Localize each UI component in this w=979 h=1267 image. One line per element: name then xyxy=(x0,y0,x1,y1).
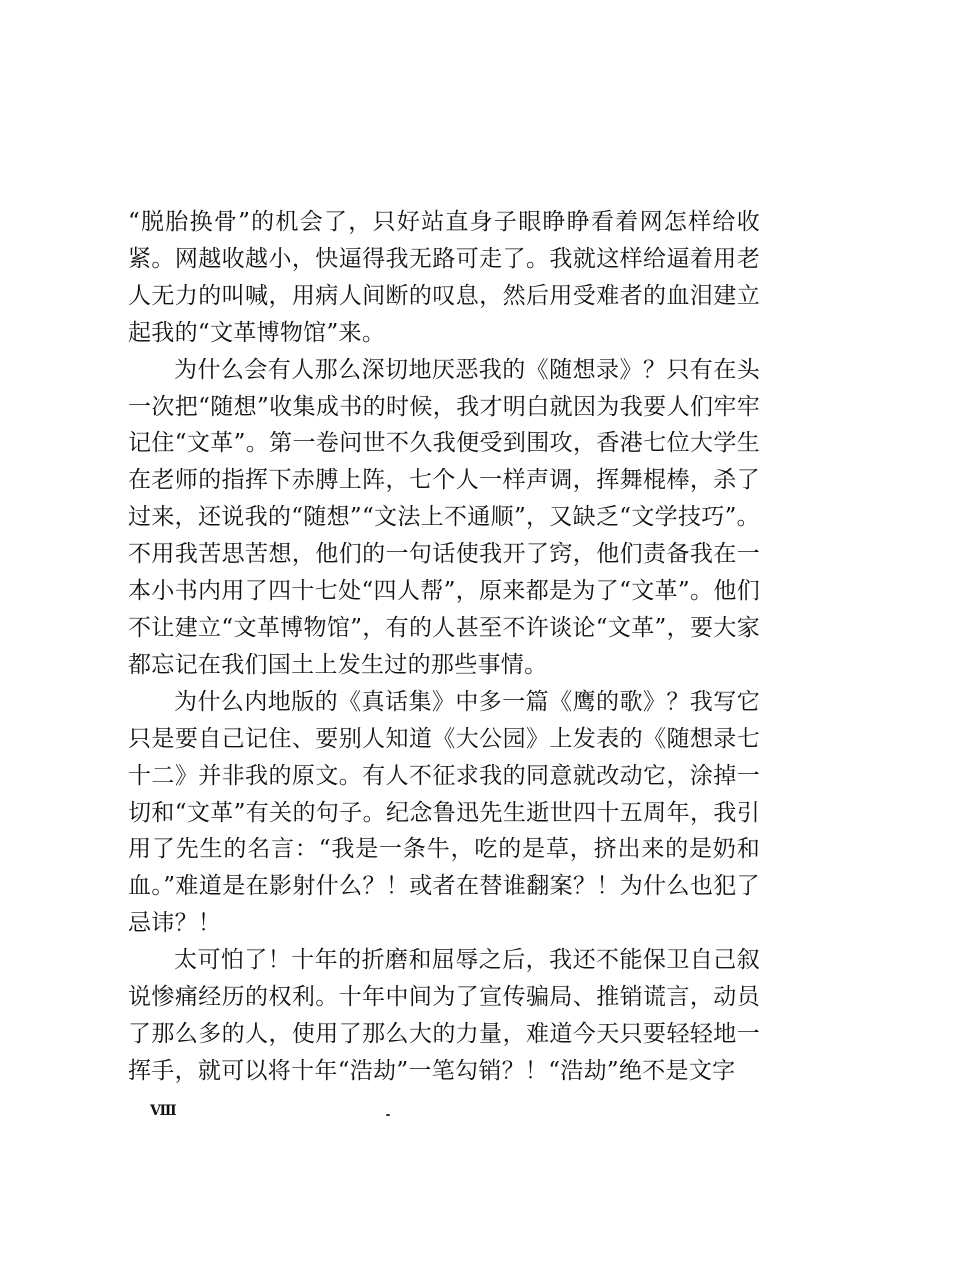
page-number: Ⅷ xyxy=(150,1103,177,1119)
paragraph-1: “脱胎换骨”的机会了，只好站直身子眼睁睁看着网怎样给收紧。网越收越小，快逼得我无路可走了。我就这样给逼着用老人无力的叫喊，用病人间断的叹息，然后用受难者的血泪建立起我的“文革博物馆”来。 xyxy=(128,209,760,346)
paragraph-3: 为什么内地版的《真话集》中多一篇《鹰的歌》？我写它只是要自己记住、要别人知道《大公园》上发表的《随想录七十二》并非我的原文。有人不征求我的同意就改动它，涂掉一切和“文革”有关的句子。纪念鲁迅先生逝世四十五周年，我引用了先生的名言：“我是一条牛，吃的是草，挤出来的是奶和血。”难道是在影射什么？！或者在替谁翻案？！为什么也犯了忌讳？！ xyxy=(128,688,760,937)
paragraph-2: 为什么会有人那么深切地厌恶我的《随想录》？只有在头一次把“随想”收集成书的时候，我才明白就因为我要人们牢牢记住“文革”。第一卷问世不久我便受到围攻，香港七位大学生在老师的指挥下赤膊上阵，七个人一样声调，挥舞棍棒，杀了过来，还说我的“随想”“文法上不通顺”，又缺乏“文学技巧”。不用我苦思苦想，他们的一句话使我开了窍，他们责备我在一本小书内用了四十七处“四人帮”，原来都是为了“文革”。他们不让建立“文革博物馆”，有的人甚至不许谈论“文革”，要大家都忘记在我们国土上发生过的那些事情。 xyxy=(128,356,760,678)
body-text xyxy=(128,204,760,1090)
paragraph-4: 太可怕了！十年的折磨和屈辱之后，我还不能保卫自己叙说惨痛经历的权利。十年中间为了宣传骗局、推销谎言，动员了那么多的人，使用了那么大的力量，难道今天只要轻轻地一挥手，就可以将十年“浩劫”一笔勾销？！“浩劫”绝不是文字 xyxy=(128,947,760,1084)
print-speck xyxy=(386,1114,390,1116)
